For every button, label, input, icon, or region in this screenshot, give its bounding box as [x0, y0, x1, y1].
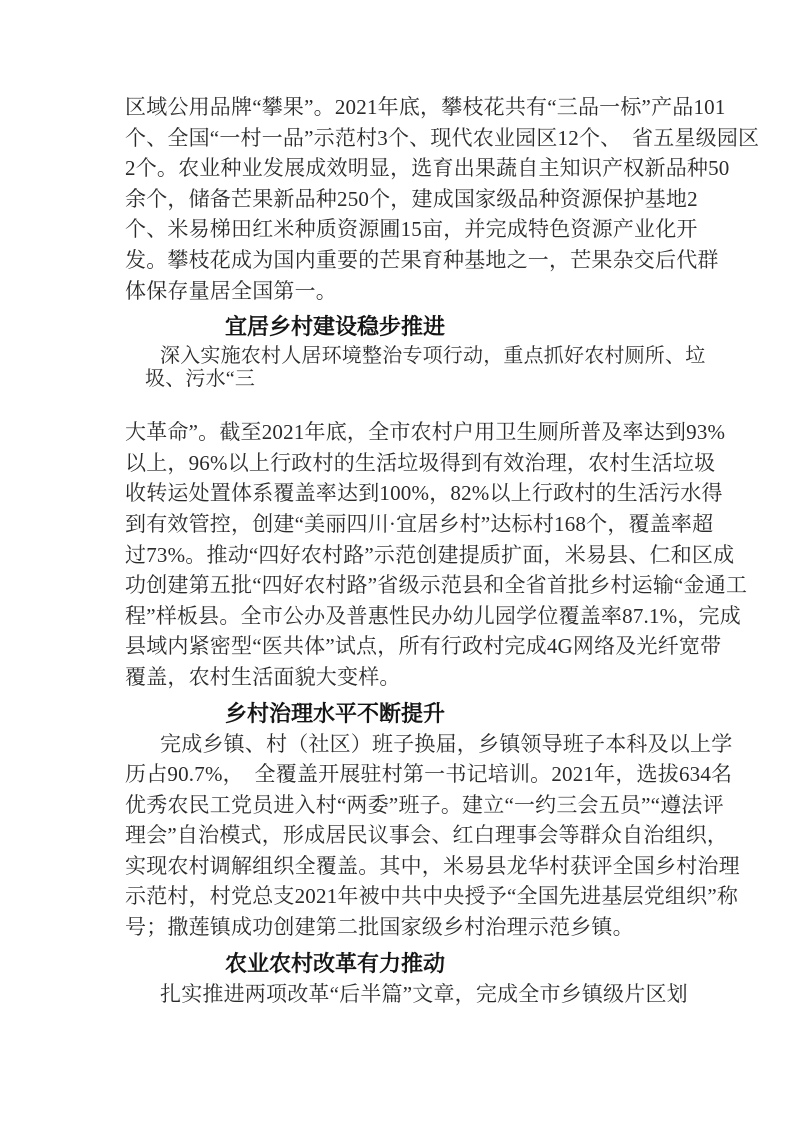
document-page-content [125, 92, 760, 1009]
text-line: 以上，96%以上行政村的生活垃圾得到有效治理，农村生活垃圾 [125, 450, 716, 475]
text-line: 实现农村调解组织全覆盖。其中，米易县龙华村获评全国乡村治理 [125, 853, 740, 878]
text-line: 历占90.7%， 全覆盖开展驻村第一书记培训。2021年，选拔634名 [125, 762, 733, 787]
para-environment-fragment [145, 345, 706, 391]
text-line: 过73%。推动“四好农村路”示范创建提质扩面，米易县、仁和区成 [125, 542, 735, 567]
text-line: 个、米易梯田红米种质资源圃15亩，并完成特色资源产业化开 [125, 217, 698, 242]
text-line: 体保存量居全国第一。 [125, 278, 337, 303]
text-line: 余个，储备芒果新品种250个，建成国家级品种资源保护基地2 [125, 186, 698, 211]
text-line: 县域内紧密型“医共体”试点，所有行政村完成4G网络及光纤宽带 [125, 634, 722, 659]
text-line: 圾、污水“三 [145, 368, 256, 391]
para-reform [125, 979, 688, 1010]
text-line: 收转运处置体系覆盖率达到100%，82%以上行政村的生活污水得 [125, 481, 723, 506]
text-line: 2个。农业种业发展成效明显，选育出果蔬自主知识产权新品种50 [125, 156, 730, 181]
text-line: 大革命”。截至2021年底，全市农村户用卫生厕所普及率达到93% [125, 420, 726, 445]
text-line: 覆盖，农村生活面貌大变样。 [125, 664, 401, 689]
text-line: 程”样板县。全市公办及普惠性民办幼儿园学位覆盖率87.1%，完成 [125, 603, 741, 628]
text-line: 扎实推进两项改革“后半篇”文章，完成全市乡镇级片区划 [160, 981, 688, 1006]
text-line: 区域公用品牌“攀果”。2021年底，攀枝花共有“三品一标”产品101 [125, 95, 726, 119]
text-line: 到有效管控，创建“美丽四川·宜居乡村”达标村168个，覆盖率超 [125, 511, 714, 536]
para-brand-and-seed-industry [125, 92, 760, 306]
heading-livable-villages: 宜居乡村建设稳步推进 [225, 314, 446, 340]
text-line: 理会”自治模式，形成居民议事会、红白理事会等群众自治组织， [125, 823, 729, 848]
heading-rural-reform: 农业农村改革有力推动 [225, 950, 446, 976]
text-line: 号；撒莲镇成功创建第二批国家级乡村治理示范乡镇。 [125, 915, 634, 940]
text-line: 发。攀枝花成为国内重要的芒果育种基地之一，芒果杂交后代群 [125, 247, 719, 272]
para-governance [125, 729, 740, 943]
blank-gap [125, 391, 681, 417]
para-sanitation-and-services [125, 417, 748, 692]
text-line: 功创建第五批“四好农村路”省级示范县和全省首批乡村运输“金通工 [125, 573, 748, 598]
text-line: 示范村，村党总支2021年被中共中央授予“全国先进基层党组织”称 [125, 884, 739, 909]
text-line: 个、全国“一村一品”示范村3个、现代农业园区12个、 省五星级园区 [125, 125, 760, 150]
text-line: 优秀农民工党员进入村“两委”班子。建立“一约三会五员”“遵法评 [125, 792, 724, 817]
text-line: 深入实施农村人居环境整治专项行动，重点抓好农村厕所、垃 [160, 345, 706, 368]
text-line: 完成乡镇、村（社区）班子换届，乡镇领导班子本科及以上学 [160, 731, 733, 756]
heading-rural-governance: 乡村治理水平不断提升 [225, 700, 446, 726]
